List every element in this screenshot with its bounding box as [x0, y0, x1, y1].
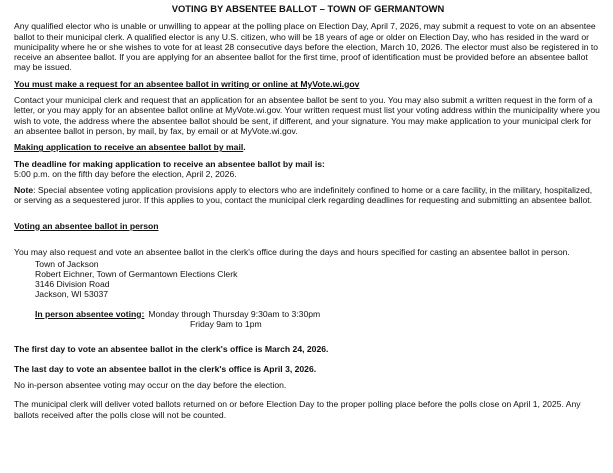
note-body: : Special absentee voting application provisions apply to electors who are indefinitely confined to home or a care facility, in the military, hospitalized, or serving as a sequestered juror. If this applies to you, contact the municipal clerk regarding deadlines for requesting and submitting an absentee ballot.: [14, 185, 593, 206]
hours-line-2: Friday 9am to 1pm: [190, 319, 262, 330]
request-paragraph: Contact your municipal clerk and request that an application for an absentee ballot be sent to you. You may also submit a written request in the form of a letter, or you may apply for an absentee ballot online at MyVote.wi.gov. Your written request must list your voting address within the municipality where you wish to vote, the address where the absentee ballot should be sent, if different, and your signature. You may make application to your municipal clerk for an absentee ballot in person, by mail, by fax, by email or at MyVote.wi.gov.: [14, 95, 600, 136]
in-person-hours: [14, 309, 602, 330]
deadline-label-line: [14, 159, 602, 169]
address-line-4: Jackson, WI 53037: [35, 289, 109, 300]
deadline-label: The deadline for making application to receive an absentee ballot by mail is: [14, 158, 323, 169]
first-day-text: The first day to vote an absentee ballot in the clerk's office is March 24, 2026.: [14, 344, 329, 355]
request-heading: You must make a request for an absentee ballot in writing or online at MyVote.wi.gov: [14, 78, 360, 89]
note-paragraph: [14, 185, 602, 206]
address-line-1: Town of Jackson: [35, 258, 99, 269]
page-title: VOTING BY ABSENTEE BALLOT – TOWN OF GERMANTOWN: [171, 3, 445, 14]
deadline-value: 5:00 p.m. on the fifth day before the election, April 2, 2026.: [14, 168, 237, 179]
mail-heading-line: [14, 142, 602, 152]
last-day-text: The last day to vote an absentee ballot in the clerk's office is April 3, 2026.: [14, 363, 317, 374]
address-line-2: Robert Eichner, Town of Germantown Elections Clerk: [35, 268, 238, 279]
address-line-3: 3146 Division Road: [35, 279, 110, 290]
no-in-person-text: No in-person absentee voting may occur on the day before the election.: [14, 379, 287, 390]
in-person-heading: Voting an absentee ballot in person: [14, 220, 159, 231]
mail-heading-suffix: .: [243, 142, 246, 153]
mail-heading: Making application to receive an absentee ballot by mail: [14, 142, 244, 153]
deadline-colon: :: [322, 158, 325, 169]
note-label: Note: [14, 185, 34, 196]
intro-paragraph: Any qualified elector who is unable or unwilling to appear at the polling place on Election Day, April 7, 2026, may submit a request to vote on an absentee ballot to their municipal clerk. A qualified elector is any U.S. citizen, who will be 18 years of age or older on Election Day, who has resided in the ward or municipality where he or she wishes to vote for at least 28 consecutive days before the election, March 10, 2026. The elector must also be registered in to receive an absentee ballot. If you are applying for an absentee ballot for the first time, proof of identification must be provided before an absentee ballot may be issued.: [14, 21, 599, 73]
hours-line-1: Monday through Thursday 9:30am to 3:30pm: [148, 308, 321, 319]
hours-label: In person absentee voting:: [35, 308, 145, 319]
clerk-address: [14, 259, 602, 300]
in-person-paragraph: You may also request and vote an absentee ballot in the clerk's office during the days and hours specified for casting an absentee ballot in person.: [14, 247, 570, 258]
delivery-paragraph: The municipal clerk will deliver voted ballots returned on or before Election Day to the proper polling place before the polls close on April 1, 2025. Any ballots received after the polls close will not be counted.: [14, 399, 581, 420]
